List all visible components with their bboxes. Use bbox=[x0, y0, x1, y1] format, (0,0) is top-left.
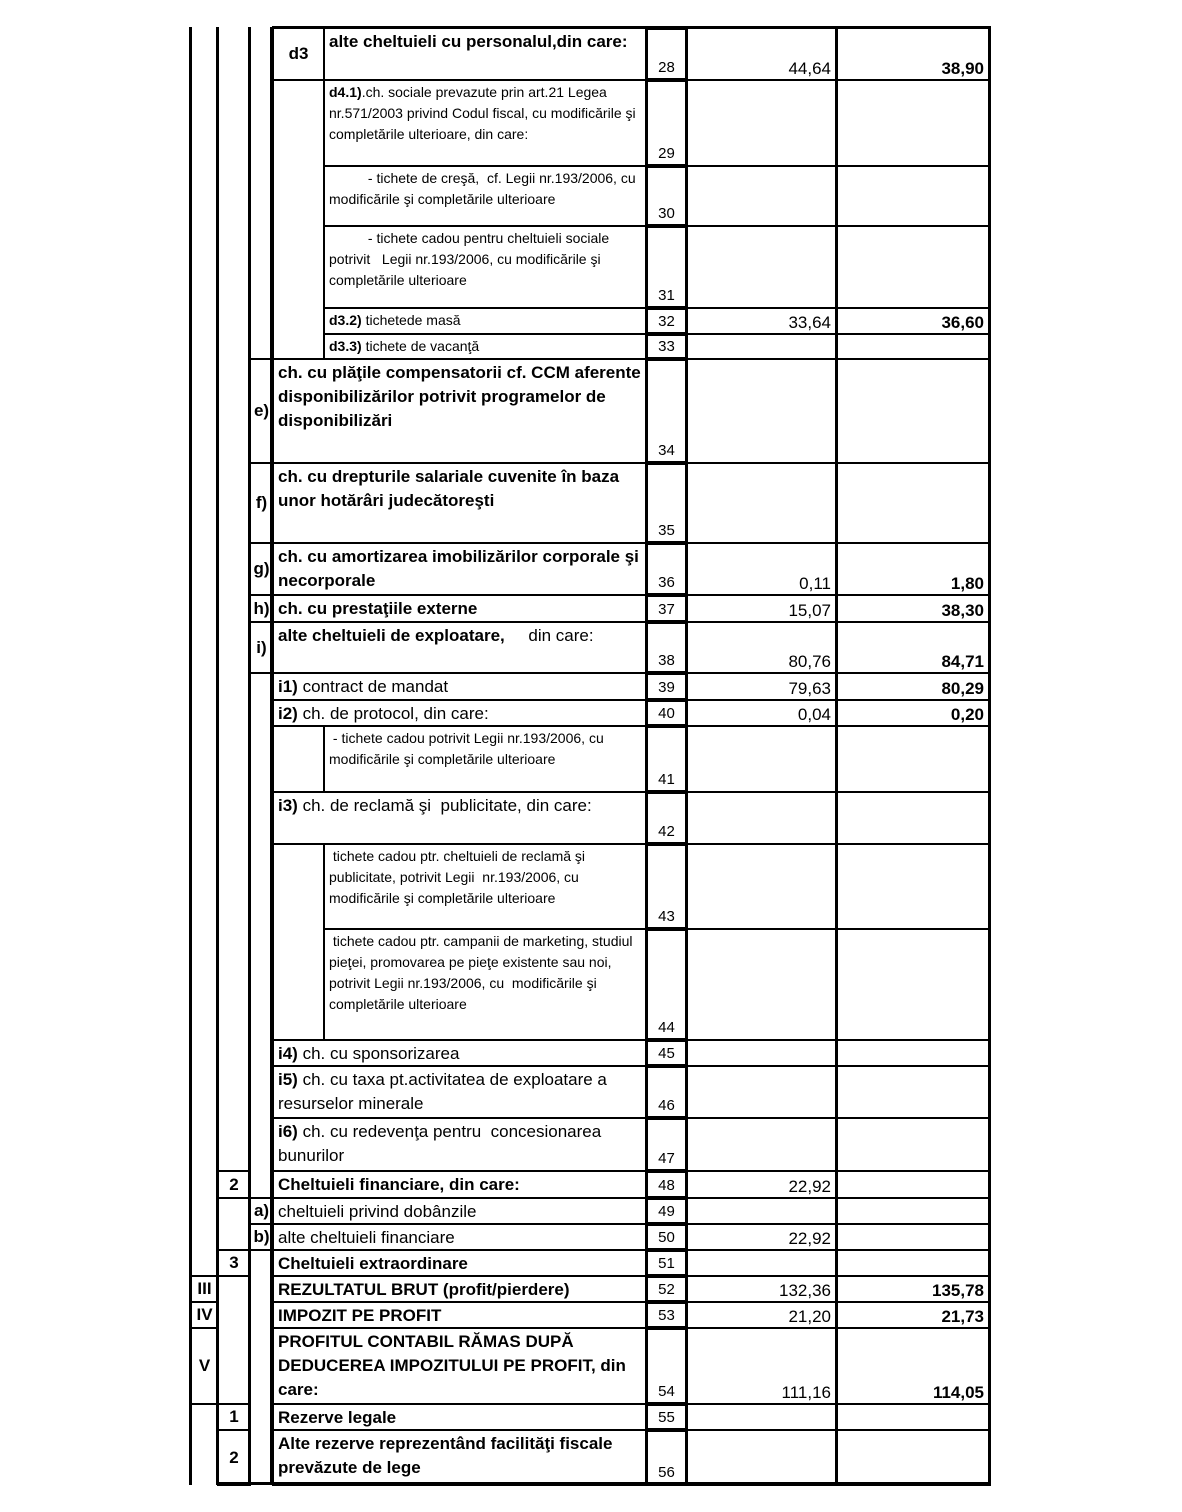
value-current: 0,20 bbox=[950, 705, 984, 724]
row-label-bold: ch. cu plăţile compensatorii cf. CCM aferente disponibilizărilor potrivit programelor de disponibilizări bbox=[278, 363, 641, 430]
row-number-cell bbox=[645, 333, 688, 360]
table-top-line bbox=[272, 26, 991, 29]
row-label-cell bbox=[272, 358, 647, 464]
row-number-cell bbox=[645, 1065, 688, 1119]
value-prev-cell bbox=[686, 358, 835, 464]
value-prev-cell bbox=[686, 594, 835, 623]
value-prev-cell bbox=[686, 27, 835, 81]
row-label-text: ch. cu redevenţa pentru concesionarea bunurilor bbox=[278, 1122, 606, 1165]
row-label-cell bbox=[272, 1117, 647, 1172]
row-label-bold: i2) bbox=[278, 704, 298, 723]
value-current-cell bbox=[835, 1301, 991, 1329]
row-code-cell bbox=[249, 1039, 274, 1067]
value-prev-cell bbox=[686, 1301, 835, 1329]
row-code: IV bbox=[196, 1305, 213, 1324]
row-label-bold: ch. cu prestaţiile externe bbox=[278, 599, 478, 618]
row-label-cell bbox=[272, 791, 647, 845]
row-label bbox=[278, 1304, 643, 1328]
row-label-cell bbox=[323, 165, 647, 227]
row-number: 56 bbox=[658, 1464, 675, 1481]
value-current-cell bbox=[835, 843, 991, 930]
row-number: 51 bbox=[658, 1255, 675, 1272]
value-current-cell bbox=[835, 542, 991, 596]
value-prev-cell bbox=[686, 1039, 835, 1067]
row-code-cell bbox=[249, 594, 274, 623]
row-code-cell bbox=[249, 462, 274, 544]
row-number-cell bbox=[645, 1197, 688, 1225]
row-label-cell bbox=[323, 725, 647, 793]
row-number-cell bbox=[645, 1429, 688, 1486]
row-number-cell bbox=[645, 928, 688, 1041]
value-prev: 33,64 bbox=[788, 313, 831, 332]
row-number-cell bbox=[645, 621, 688, 674]
row-label bbox=[278, 465, 643, 513]
row-label-bold: d4.1) bbox=[329, 84, 362, 100]
row-number: 55 bbox=[658, 1409, 675, 1426]
row-code-cell bbox=[249, 621, 274, 674]
value-current-cell bbox=[835, 225, 991, 309]
row-number-cell bbox=[645, 79, 688, 167]
row-number-cell bbox=[645, 27, 688, 81]
row-code-cell bbox=[190, 1301, 219, 1329]
row-label bbox=[329, 728, 643, 770]
row-label bbox=[278, 1042, 643, 1066]
row-label-bold: IMPOZIT PE PROFIT bbox=[278, 1306, 442, 1325]
value-current: 84,71 bbox=[941, 652, 984, 671]
row-label bbox=[278, 1432, 643, 1480]
row-number-cell bbox=[645, 1301, 688, 1329]
row-code: h) bbox=[253, 598, 270, 618]
value-prev: 79,63 bbox=[788, 679, 831, 698]
row-number: 40 bbox=[658, 705, 675, 722]
value-prev-cell bbox=[686, 1429, 835, 1486]
row-number: 35 bbox=[658, 522, 675, 539]
row-label bbox=[278, 1173, 643, 1197]
row-label-cell bbox=[323, 79, 647, 167]
row-label bbox=[278, 545, 643, 593]
row-code: d3 bbox=[288, 44, 309, 63]
value-prev: 80,76 bbox=[788, 652, 831, 671]
row-label-cell bbox=[272, 1429, 647, 1486]
row-number: 37 bbox=[658, 601, 675, 618]
row-label bbox=[329, 310, 643, 331]
row-label-bold: i3) bbox=[278, 796, 298, 815]
value-current-cell bbox=[835, 1275, 991, 1303]
row-label-cell bbox=[272, 1223, 647, 1251]
row-number: 34 bbox=[658, 442, 675, 459]
row-number: 39 bbox=[658, 679, 675, 696]
row-number: 41 bbox=[658, 771, 675, 788]
row-label bbox=[278, 702, 643, 726]
value-prev-cell bbox=[686, 307, 835, 335]
row-number-cell bbox=[645, 843, 688, 930]
value-prev-cell bbox=[686, 699, 835, 727]
row-number: 38 bbox=[658, 652, 675, 669]
value-prev: 0,11 bbox=[799, 574, 831, 593]
row-label-bold: Alte rezerve reprezentând facilităţi fiscale prevăzute de lege bbox=[278, 1434, 613, 1477]
row-code-cell bbox=[217, 1429, 251, 1486]
row-label bbox=[329, 228, 643, 291]
value-current-cell bbox=[835, 725, 991, 793]
row-code: b) bbox=[253, 1227, 270, 1246]
value-prev-cell bbox=[686, 1170, 835, 1199]
row-label-bold: ch. cu amortizarea imobilizărilor corporale şi necorporale bbox=[278, 547, 639, 590]
value-current: 80,29 bbox=[941, 679, 984, 698]
value-current-cell bbox=[835, 1429, 991, 1486]
value-prev-cell bbox=[686, 1327, 835, 1405]
row-label-cell bbox=[272, 594, 647, 623]
value-prev-cell bbox=[686, 1197, 835, 1225]
row-label-cell bbox=[272, 1403, 647, 1431]
row-number-cell bbox=[645, 725, 688, 793]
row-code: 2 bbox=[229, 1447, 239, 1467]
row-label-cell bbox=[272, 699, 647, 727]
row-code-cell bbox=[249, 358, 274, 464]
row-code-cell bbox=[217, 1170, 251, 1199]
value-current-cell bbox=[835, 1327, 991, 1405]
row-code-cell bbox=[272, 27, 325, 81]
row-number: 52 bbox=[658, 1281, 675, 1298]
row-label bbox=[278, 1226, 643, 1250]
row-number: 49 bbox=[658, 1203, 675, 1220]
row-code-cell bbox=[272, 79, 325, 167]
row-number: 33 bbox=[658, 338, 675, 355]
row-label bbox=[278, 624, 643, 648]
row-label-bold: alte cheltuieli cu personalul,din care: bbox=[329, 32, 628, 51]
value-current: 135,78 bbox=[932, 1281, 984, 1300]
row-number: 28 bbox=[658, 59, 675, 76]
row-label-text: ch. de protocol, din care: bbox=[297, 704, 489, 723]
row-number: 46 bbox=[658, 1097, 675, 1114]
row-number-cell bbox=[645, 1223, 688, 1251]
row-number: 36 bbox=[658, 574, 675, 591]
row-label bbox=[278, 1406, 643, 1430]
row-code-cell bbox=[272, 725, 325, 793]
row-label-cell bbox=[272, 542, 647, 596]
row-code: a) bbox=[253, 1201, 270, 1220]
value-current-cell bbox=[835, 333, 991, 360]
row-label-cell bbox=[323, 225, 647, 309]
row-number-cell bbox=[645, 1403, 688, 1431]
row-label-cell bbox=[323, 333, 647, 360]
value-current: 1,80 bbox=[950, 574, 984, 593]
row-label-cell bbox=[272, 1327, 647, 1405]
row-label-text: ch. cu taxa pt.activitatea de exploatare a resurselor minerale bbox=[278, 1070, 612, 1113]
row-label-bold: PROFITUL CONTABIL RĂMAS DUPĂ DEDUCEREA IMPOZITULUI PE PROFIT, din care: bbox=[278, 1332, 626, 1399]
row-number-cell bbox=[645, 1327, 688, 1405]
value-current-cell bbox=[835, 1065, 991, 1119]
value-prev-cell bbox=[686, 462, 835, 544]
row-code: g) bbox=[253, 559, 270, 578]
value-current: 38,30 bbox=[941, 601, 984, 620]
row-label-bold: i1) bbox=[278, 677, 298, 696]
row-label-text: tichetede masă bbox=[361, 312, 461, 328]
row-label-cell bbox=[272, 1301, 647, 1329]
value-prev-cell bbox=[686, 333, 835, 360]
value-prev-cell bbox=[686, 928, 835, 1041]
value-prev: 111,16 bbox=[781, 1383, 831, 1402]
row-number-cell bbox=[645, 1117, 688, 1172]
row-number-cell bbox=[645, 225, 688, 309]
value-prev-cell bbox=[686, 79, 835, 167]
row-label-text: tichete cadou ptr. cheltuieli de reclamă şi publicitate, potrivit Legii nr.193/2006, cu modificările şi completările ulterioare bbox=[329, 848, 589, 906]
value-prev: 15,07 bbox=[788, 601, 831, 620]
row-label-cell bbox=[323, 307, 647, 335]
row-label bbox=[329, 82, 643, 145]
row-label-text: din care: bbox=[504, 626, 594, 645]
row-label bbox=[329, 30, 643, 54]
value-current-cell bbox=[835, 165, 991, 227]
row-code-cell bbox=[272, 843, 325, 930]
row-number-cell bbox=[645, 542, 688, 596]
value-current-cell bbox=[835, 621, 991, 674]
row-number-cell bbox=[645, 1249, 688, 1277]
row-label-bold: i6) bbox=[278, 1122, 298, 1141]
value-current-cell bbox=[835, 1249, 991, 1277]
row-label bbox=[278, 1330, 643, 1402]
value-current-cell bbox=[835, 1170, 991, 1199]
row-code-cell bbox=[190, 1327, 219, 1405]
row-number-cell bbox=[645, 462, 688, 544]
row-number: 54 bbox=[658, 1383, 675, 1400]
row-label bbox=[278, 1200, 643, 1224]
row-label-text: contract de mandat bbox=[297, 677, 449, 696]
row-code: 2 bbox=[229, 1174, 239, 1194]
value-prev-cell bbox=[686, 843, 835, 930]
row-label bbox=[278, 1068, 643, 1116]
row-label bbox=[278, 794, 643, 818]
row-label bbox=[329, 168, 643, 210]
row-label-text: tichete de vacanţă bbox=[361, 338, 480, 354]
row-label-cell bbox=[272, 1065, 647, 1119]
row-code-cell bbox=[272, 307, 325, 335]
row-label-text: ch. de reclamă şi publicitate, din care: bbox=[297, 796, 592, 815]
row-number-cell bbox=[645, 165, 688, 227]
value-current-cell bbox=[835, 462, 991, 544]
row-label bbox=[329, 846, 643, 909]
row-number-cell bbox=[645, 699, 688, 727]
row-label-bold: ch. cu drepturile salariale cuvenite în baza unor hotărâri judecătoreşti bbox=[278, 467, 620, 510]
row-label-cell bbox=[272, 1197, 647, 1225]
row-code: 1 bbox=[229, 1407, 239, 1426]
row-code-cell bbox=[249, 1197, 274, 1225]
row-label-bold: REZULTATUL BRUT (profit/pierdere) bbox=[278, 1280, 570, 1299]
row-number: 50 bbox=[658, 1229, 675, 1246]
value-prev-cell bbox=[686, 1223, 835, 1251]
row-code-cell bbox=[272, 165, 325, 227]
value-prev: 21,20 bbox=[788, 1307, 831, 1326]
row-code-cell bbox=[217, 1249, 251, 1277]
col-line-1 bbox=[189, 27, 192, 1485]
row-label-text: tichete cadou ptr. campanii de marketing, studiul pieţei, promovarea pe pieţe existente sau noi, potrivit Legii nr.193/2006, cu modificările şi completările ulterioare bbox=[329, 933, 637, 1012]
value-prev-cell bbox=[686, 1117, 835, 1172]
value-prev-cell bbox=[686, 1275, 835, 1303]
row-code-cell bbox=[249, 542, 274, 596]
row-label-text: cheltuieli privind dobânzile bbox=[278, 1202, 477, 1221]
value-current-cell bbox=[835, 791, 991, 845]
value-prev: 22,92 bbox=[788, 1229, 831, 1248]
row-number-cell bbox=[645, 307, 688, 335]
value-prev-cell bbox=[686, 621, 835, 674]
row-code-cell bbox=[249, 672, 274, 701]
row-label-cell bbox=[272, 1039, 647, 1067]
row-label-cell bbox=[323, 843, 647, 930]
value-prev-cell bbox=[686, 542, 835, 596]
row-label-cell bbox=[323, 27, 647, 81]
row-number-cell bbox=[645, 1039, 688, 1067]
value-current-cell bbox=[835, 358, 991, 464]
value-prev-cell bbox=[686, 225, 835, 309]
value-prev-cell bbox=[686, 1065, 835, 1119]
row-label-bold: Rezerve legale bbox=[278, 1408, 397, 1427]
row-code-cell bbox=[249, 1223, 274, 1251]
value-prev: 44,64 bbox=[788, 59, 831, 78]
value-prev-cell bbox=[686, 165, 835, 227]
row-label-cell bbox=[272, 1249, 647, 1277]
row-number: 43 bbox=[658, 908, 675, 925]
row-label bbox=[278, 675, 643, 699]
row-label-bold: i4) bbox=[278, 1044, 298, 1063]
row-number: 30 bbox=[658, 205, 675, 222]
row-number: 32 bbox=[658, 313, 675, 330]
row-code-cell bbox=[190, 1275, 219, 1303]
value-current: 114,05 bbox=[932, 1383, 984, 1402]
row-number: 53 bbox=[658, 1307, 675, 1324]
row-code-cell bbox=[272, 928, 325, 1041]
value-current: 38,90 bbox=[941, 59, 984, 78]
row-label-text: - tichete cadou potrivit Legii nr.193/2006, cu modificările şi completările ulterioare bbox=[329, 730, 608, 767]
row-number-cell bbox=[645, 594, 688, 623]
row-label bbox=[329, 931, 643, 1015]
row-number-cell bbox=[645, 672, 688, 701]
row-code: e) bbox=[253, 401, 270, 420]
row-code: 3 bbox=[229, 1253, 239, 1272]
row-label-cell bbox=[272, 1275, 647, 1303]
value-prev-cell bbox=[686, 725, 835, 793]
row-label-cell bbox=[272, 672, 647, 701]
row-label-text: - tichete de creşă, cf. Legii nr.193/2006, cu modificările şi completările ulterioare bbox=[329, 170, 644, 207]
value-prev: 132,36 bbox=[779, 1281, 831, 1300]
row-label-text: - tichete cadou pentru cheltuieli sociale potrivit Legii nr.193/2006, cu modificările şi completările ulterioare bbox=[329, 230, 614, 288]
row-code-cell bbox=[272, 225, 325, 309]
row-label-bold: alte cheltuieli de exploatare, bbox=[278, 626, 505, 645]
value-current-cell bbox=[835, 1197, 991, 1225]
row-number-cell bbox=[645, 791, 688, 845]
row-label-text: .ch. sociale prevazute prin art.21 Legea nr.571/2003 privind Codul fiscal, cu modificările şi completările ulterioare, din care: bbox=[329, 84, 640, 142]
row-label-bold: Cheltuieli financiare, din care: bbox=[278, 1175, 520, 1194]
row-number: 48 bbox=[658, 1177, 675, 1194]
value-current-cell bbox=[835, 1403, 991, 1431]
value-current-cell bbox=[835, 79, 991, 167]
value-prev-cell bbox=[686, 1403, 835, 1431]
row-number: 45 bbox=[658, 1045, 675, 1062]
row-label-cell bbox=[323, 928, 647, 1041]
value-current-cell bbox=[835, 1117, 991, 1172]
value-current-cell bbox=[835, 307, 991, 335]
value-current: 36,60 bbox=[941, 313, 984, 332]
row-number: 47 bbox=[658, 1150, 675, 1167]
row-label-bold: Cheltuieli extraordinare bbox=[278, 1254, 468, 1273]
row-label bbox=[278, 361, 643, 433]
row-label bbox=[329, 336, 643, 357]
row-label-bold: d3.2) bbox=[329, 312, 362, 328]
row-code: i) bbox=[256, 637, 267, 657]
row-label-bold: d3.3) bbox=[329, 338, 362, 354]
value-prev-cell bbox=[686, 1249, 835, 1277]
value-current-cell bbox=[835, 594, 991, 623]
value-prev-cell bbox=[686, 672, 835, 701]
value-prev: 0,04 bbox=[797, 705, 831, 724]
value-current-cell bbox=[835, 1223, 991, 1251]
row-number: 44 bbox=[658, 1019, 675, 1036]
value-prev: 22,92 bbox=[788, 1177, 831, 1196]
value-current-cell bbox=[835, 672, 991, 701]
row-number-cell bbox=[645, 1170, 688, 1199]
value-current-cell bbox=[835, 699, 991, 727]
row-number: 31 bbox=[658, 287, 675, 304]
row-number: 42 bbox=[658, 823, 675, 840]
row-code: V bbox=[198, 1356, 211, 1375]
row-label-cell bbox=[272, 462, 647, 544]
row-label-text: alte cheltuieli financiare bbox=[278, 1228, 455, 1247]
row-label bbox=[278, 1252, 643, 1276]
value-current-cell bbox=[835, 1039, 991, 1067]
value-current-cell bbox=[835, 27, 991, 81]
row-code-cell bbox=[249, 791, 274, 845]
value-prev-cell bbox=[686, 791, 835, 845]
row-code: III bbox=[197, 1279, 212, 1298]
row-number-cell bbox=[645, 1275, 688, 1303]
row-label bbox=[278, 597, 643, 621]
row-code-cell bbox=[249, 699, 274, 727]
row-number-cell bbox=[645, 358, 688, 464]
value-current: 21,73 bbox=[941, 1307, 984, 1326]
row-code-cell bbox=[249, 1065, 274, 1119]
value-current-cell bbox=[835, 928, 991, 1041]
row-label bbox=[278, 1278, 643, 1302]
row-code-cell bbox=[272, 333, 325, 360]
row-label-cell bbox=[272, 621, 647, 674]
row-code-cell bbox=[217, 1403, 251, 1431]
row-number: 29 bbox=[658, 145, 675, 162]
row-code: f) bbox=[255, 493, 268, 512]
row-label bbox=[278, 1120, 643, 1168]
row-label-bold: i5) bbox=[278, 1070, 298, 1089]
row-label-text: ch. cu sponsorizarea bbox=[297, 1044, 460, 1063]
row-code-cell bbox=[249, 1117, 274, 1172]
row-label-cell bbox=[272, 1170, 647, 1199]
